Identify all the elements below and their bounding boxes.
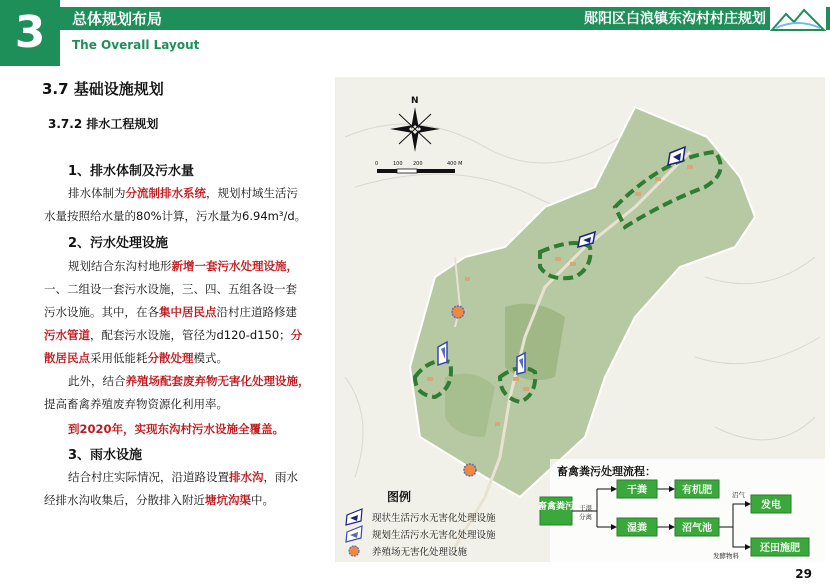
text-run: 此外，结合: [68, 374, 126, 388]
planned-sewage-facility-icon: [438, 342, 447, 365]
section-3-line-2: [44, 489, 274, 512]
text-run: 排水体制为: [68, 186, 126, 200]
legend-item: 规划生活污水无害化处理设施: [372, 530, 496, 541]
livestock-treatment-facility-icon: [452, 306, 464, 318]
livestock-treatment-facility-icon: [349, 546, 359, 556]
flow-title: 畜禽粪污处理流程：: [557, 465, 656, 478]
section-2-line-6: [68, 370, 310, 393]
text-run: 规划结合东沟村地形: [68, 259, 172, 273]
section-2-title: 2、污水处理设施: [68, 236, 169, 251]
text-run: ，规划村域生活污: [206, 186, 298, 200]
section-title: 总体规划布局: [72, 10, 163, 28]
legend-title: 图例: [387, 490, 412, 504]
chapter-number: 3: [0, 0, 60, 66]
text-run: ，配套污水设施，管径为d120-d150；: [90, 328, 291, 342]
text-run: 经排水沟收集后，分散排入附近: [44, 493, 205, 507]
text-run: ，雨水: [263, 470, 298, 484]
highlight-text: 分散处理: [147, 351, 194, 365]
scale-bar: [377, 169, 455, 173]
highlight-text: 散居民点: [44, 351, 90, 365]
highlight-text: 集中居民点: [159, 305, 217, 319]
planned-sewage-facility-icon: [517, 353, 525, 374]
legend-item: 现状生活污水无害化处理设施: [372, 513, 496, 524]
section-3-title: 3、雨水设施: [68, 448, 143, 463]
scale-label: 200: [413, 161, 423, 167]
livestock-treatment-facility-icon: [464, 464, 476, 476]
section-2-line-4: [44, 324, 302, 347]
flow-split-label: 分离: [579, 513, 592, 521]
page-header: [0, 0, 830, 66]
flow-biogas-pool-label: 沼气池: [682, 523, 712, 534]
scale-label: 100: [393, 161, 403, 167]
section-1-line-1: [68, 182, 298, 205]
flow-fertilizer-label: 有机肥: [682, 485, 712, 496]
text-run: 沿村庄道路修建: [216, 305, 297, 319]
project-title: 郧阳区白浪镇东沟村村庄规划: [584, 11, 766, 27]
highlight-text: 分流制排水系统: [125, 186, 206, 200]
goal-statement: 到2020年，实现东沟村污水设施全覆盖。: [68, 422, 285, 436]
scale-label: 400 M: [447, 161, 463, 167]
highlight-text: 排水沟: [229, 470, 264, 484]
mountain-logo-icon: [770, 4, 826, 34]
highlight-text: 污水管道: [44, 328, 90, 342]
page-number: 29: [795, 567, 812, 581]
scale-label: 0: [375, 161, 379, 167]
section-subtitle: The Overall Layout: [72, 38, 200, 52]
text-run: 结合村庄实际情况，沿道路设置: [68, 470, 229, 484]
legend-item: 养殖场无害化处理设施: [372, 547, 468, 558]
section-1-title: 1、排水体制及污水量: [68, 164, 195, 179]
flow-return-label: 还田施肥: [760, 543, 800, 554]
page-subheading: 3.7.2 排水工程规划: [48, 117, 159, 131]
section-2-line-3: [44, 301, 297, 324]
flow-residue-label: 发酵物料: [713, 552, 739, 560]
highlight-text: 分: [290, 328, 303, 342]
text-run: 采用低能耗: [90, 351, 148, 365]
flow-gas-label: 沼气: [732, 491, 745, 499]
section-3-line-1: [68, 466, 298, 489]
section-2-line-1: [68, 255, 298, 278]
section-1-line-2: 水量按照给水量的80%计算，污水量为6.94m³/d。: [44, 209, 307, 223]
manure-process-flowchart: [538, 459, 825, 562]
highlight-text: 塘坑沟渠: [205, 493, 251, 507]
flow-power-label: 发电: [761, 500, 781, 511]
north-label: N: [411, 96, 419, 106]
text-run: 中。: [251, 493, 274, 507]
text-run: 模式。: [193, 351, 228, 365]
highlight-text: 新增一套污水处理设施，: [171, 259, 298, 273]
section-2-line-5: [44, 347, 228, 370]
drainage-plan-map: [335, 77, 825, 562]
section-2-line-7: 提高畜禽养殖废弃物资源化利用率。: [44, 397, 228, 411]
flow-source-label: 畜禽粪污: [537, 502, 575, 512]
section-2-line-2: 一、二组设一套污水设施，三、四、五组各设一套: [44, 282, 297, 296]
highlight-text: 养殖场配套废弃物无害化处理设施，: [125, 374, 310, 388]
flow-wet-label: 湿粪: [627, 523, 647, 534]
flow-dry-label: 干粪: [627, 485, 647, 496]
page-heading: 3.7 基础设施规划: [42, 80, 164, 98]
flow-split-label: 干湿: [579, 504, 592, 512]
text-run: 污水设施。其中，在各: [44, 305, 159, 319]
